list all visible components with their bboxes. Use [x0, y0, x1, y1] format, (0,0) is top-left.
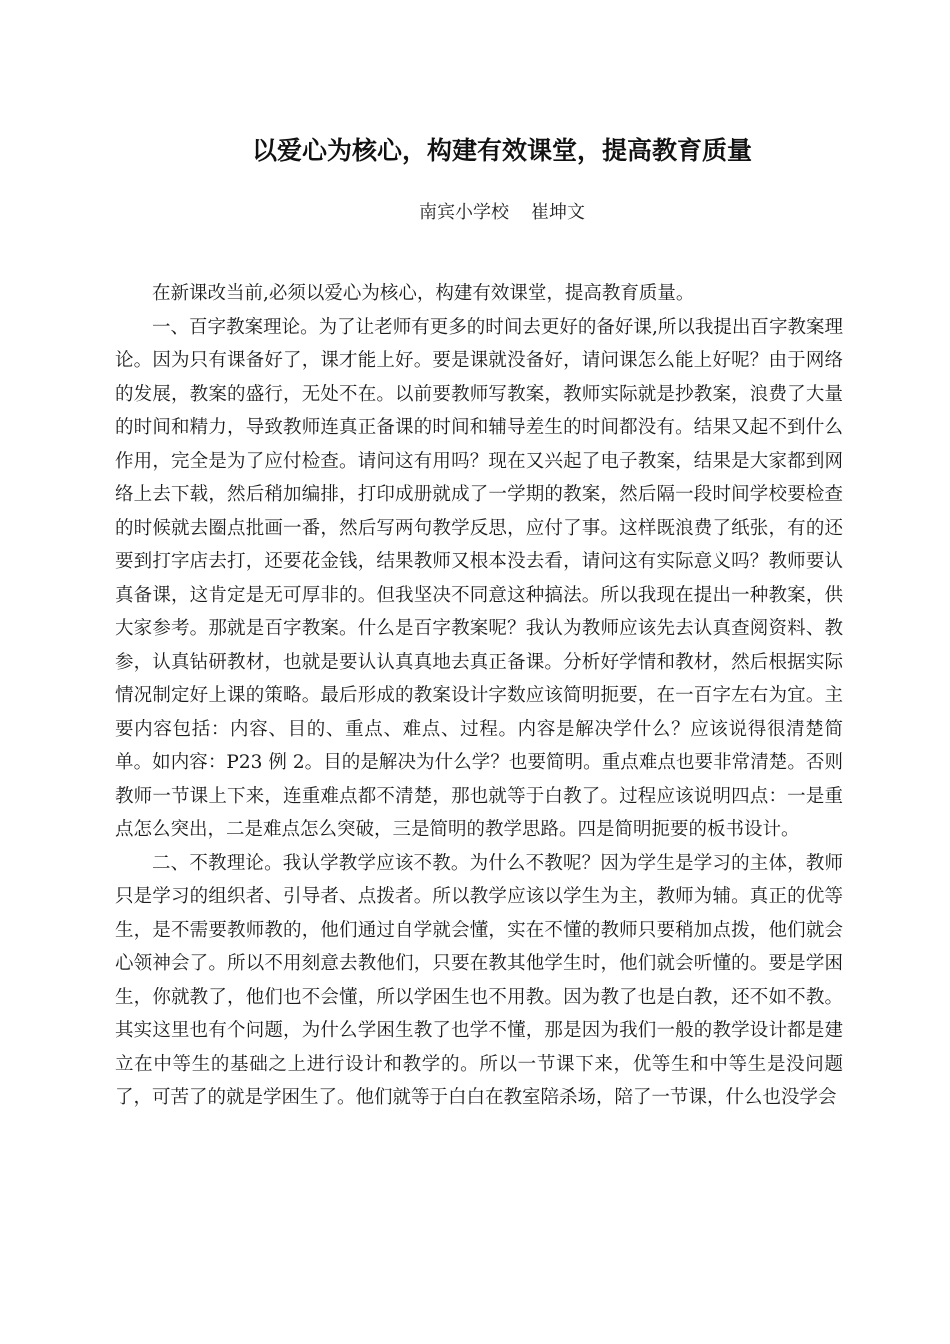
paragraph-section-1: 一、百字教案理论。为了让老师有更多的时间去更好的备好课,所以我提出百字教案理论。因为只有课备好了，课才能上好。要是课就没备好，请问课怎么能上好呢？由于网络的发展，教案的盛行，无处不在。以前要教师写教案，教师实际就是抄教案，浪费了大量的时间和精力，导致教师连真正备课的时间和辅导差生的时间都没有。结果又起不到什么作用，完全是为了应付检查。请问这有用吗？现在又兴起了电子教案，结果是大家都到网络上去下载，然后稍加编排，打印成册就成了一学期的教案，然后隔一段时间学校要检查的时候就去圈点批画一番，然后写两句教学反思，应付了事。这样既浪费了纸张，有的还要到打字店去打，还要花金钱，结果教师又根本没去看，请问这有实际意义吗？教师要认真备课，这肯定是无可厚非的。但我坚决不同意这种搞法。所以我现在提出一种教案，供大家参考。那就是百字教案。什么是百字教案呢？我认为教师应该先去认真查阅资料、教参，认真钻研教材，也就是要认认真真地去真正备课。分析好学情和教材，然后根据实际情况制定好上课的策略。最后形成的教案设计字数应该简明扼要，在一百字左右为宜。主要内容包括：内容、目的、重点、难点、过程。内容是解决学什么？应该说得很清楚简单。如内容：P23 例 2。目的是解决为什么学？也要简明。重点难点也要非常清楚。否则教师一节课上下来，连重难点都不清楚，那也就等于白教了。过程应该说明四点：一是重点怎么突出，二是难点怎么突破，三是简明的教学思路。四是简明扼要的板书设计。 — [115, 316, 843, 840]
author-name: 崔坤文 — [531, 202, 585, 223]
author-line — [0, 199, 950, 227]
paragraph-section-2: 二、不教理论。我认学教学应该不教。为什么不教呢？因为学生是学习的主体，教师只是学习的组织者、引导者、点拨者。所以教学应该以学生为主，教师为辅。真正的优等生，是不需要教师教的，他们通过自学就会懂，实在不懂的教师只要稍加点拨，他们就会心领神会了。所以不用刻意去教他们，只要在教其他学生时，他们就会听懂的。要是学困生，你就教了，他们也不会懂，所以学困生也不用教。因为教了也是白教，还不如不教。其实这里也有个问题，为什么学困生教了也学不懂，那是因为我们一般的教学设计都是建立在中等生的基础之上进行设计和教学的。所以一节课下来，优等生和中等生是没问题了，可苦了的就是学困生了。他们就等于白白在教室陪杀场，陪了一节课，什么也没学会 — [115, 852, 843, 1108]
document-body — [115, 277, 843, 1115]
paragraph-intro: 在新课改当前,必须以爱心为核心，构建有效课堂，提高教育质量。 — [152, 283, 695, 304]
author-school: 南宾小学校 — [419, 202, 509, 223]
document-title: 以爱心为核心，构建有效课堂，提高教育质量 — [251, 136, 752, 165]
